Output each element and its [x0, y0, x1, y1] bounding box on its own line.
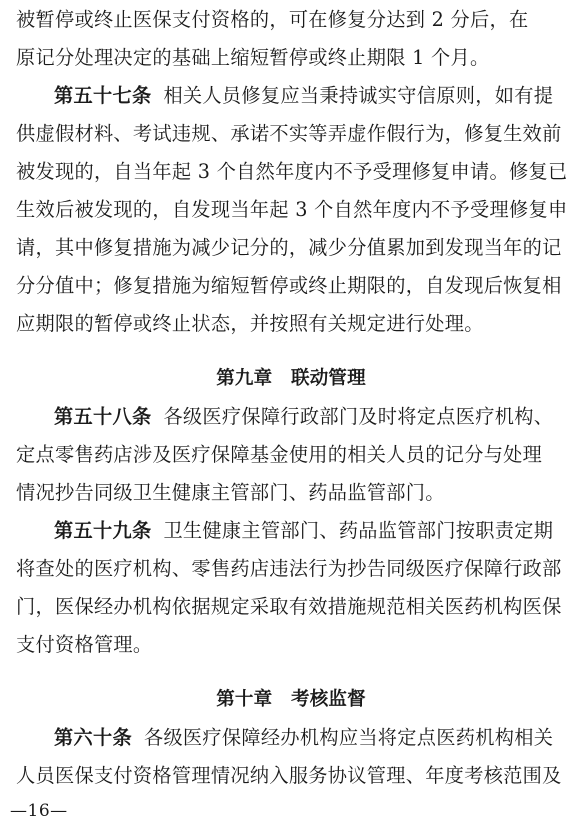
chapter-9-heading: 第九章 联动管理 [216, 368, 366, 389]
text-line: 相关人员修复应当秉持诚实守信原则，如有提 [163, 84, 554, 107]
article-60-first-line [0, 726, 582, 750]
text-line: 定点零售药店涉及医疗保障基金使用的相关人员的记分与处理 [16, 443, 543, 466]
text-line: 将查处的医疗机构、零售药店违法行为抄告同级医疗保障行政部 [16, 557, 562, 580]
article-59-number: 第五十九条 [54, 519, 152, 542]
text-line: 被暂停或终止医保支付资格的，可在修复分达到 2 分后，在 [16, 8, 529, 31]
article-59-first-line [0, 519, 582, 543]
text-line: 情况抄告同级卫生健康主管部门、药品监管部门。 [16, 481, 445, 504]
article-58-number: 第五十八条 [54, 405, 152, 428]
article-57-number: 第五十七条 [54, 84, 152, 107]
text-line: 分分值中；修复措施为缩短暂停或终止期限的，自发现后恢复相 [16, 274, 562, 297]
text-line: 门，医保经办机构依据规定采取有效措施规范相关医药机构医保 [16, 595, 562, 618]
text-line: 请，其中修复措施为减少记分的，减少分值累加到发现当年的记 [16, 236, 562, 259]
text-line: 供虚假材料、考试违规、承诺不实等弄虚作假行为，修复生效前 [16, 122, 562, 145]
text-line: 卫生健康主管部门、药品监管部门按职责定期 [163, 519, 554, 542]
article-60-number: 第六十条 [54, 726, 132, 749]
chapter-10-heading: 第十章 考核监督 [216, 689, 366, 710]
text-line: 人员医保支付资格管理情况纳入服务协议管理、年度考核范围及 [16, 764, 562, 787]
text-line: 应期限的暂停或终止状态，并按照有关规定进行处理。 [16, 312, 484, 335]
text-line: 支付资格管理。 [16, 633, 153, 656]
text-line: 原记分处理决定的基础上缩短暂停或终止期限 1 个月。 [16, 46, 490, 69]
text-line: 各级医疗保障经办机构应当将定点医药机构相关 [143, 726, 554, 749]
text-line: 被发现的，自当年起 3 个自然年度内不予受理修复申请。修复已 [16, 160, 568, 183]
page-number: —16— [10, 801, 68, 821]
article-58-first-line [0, 405, 582, 429]
text-line: 各级医疗保障行政部门及时将定点医疗机构、 [163, 405, 554, 428]
article-57-first-line [0, 84, 582, 108]
text-line: 生效后被发现的，自发现当年起 3 个自然年度内不予受理修复申 [16, 198, 568, 221]
